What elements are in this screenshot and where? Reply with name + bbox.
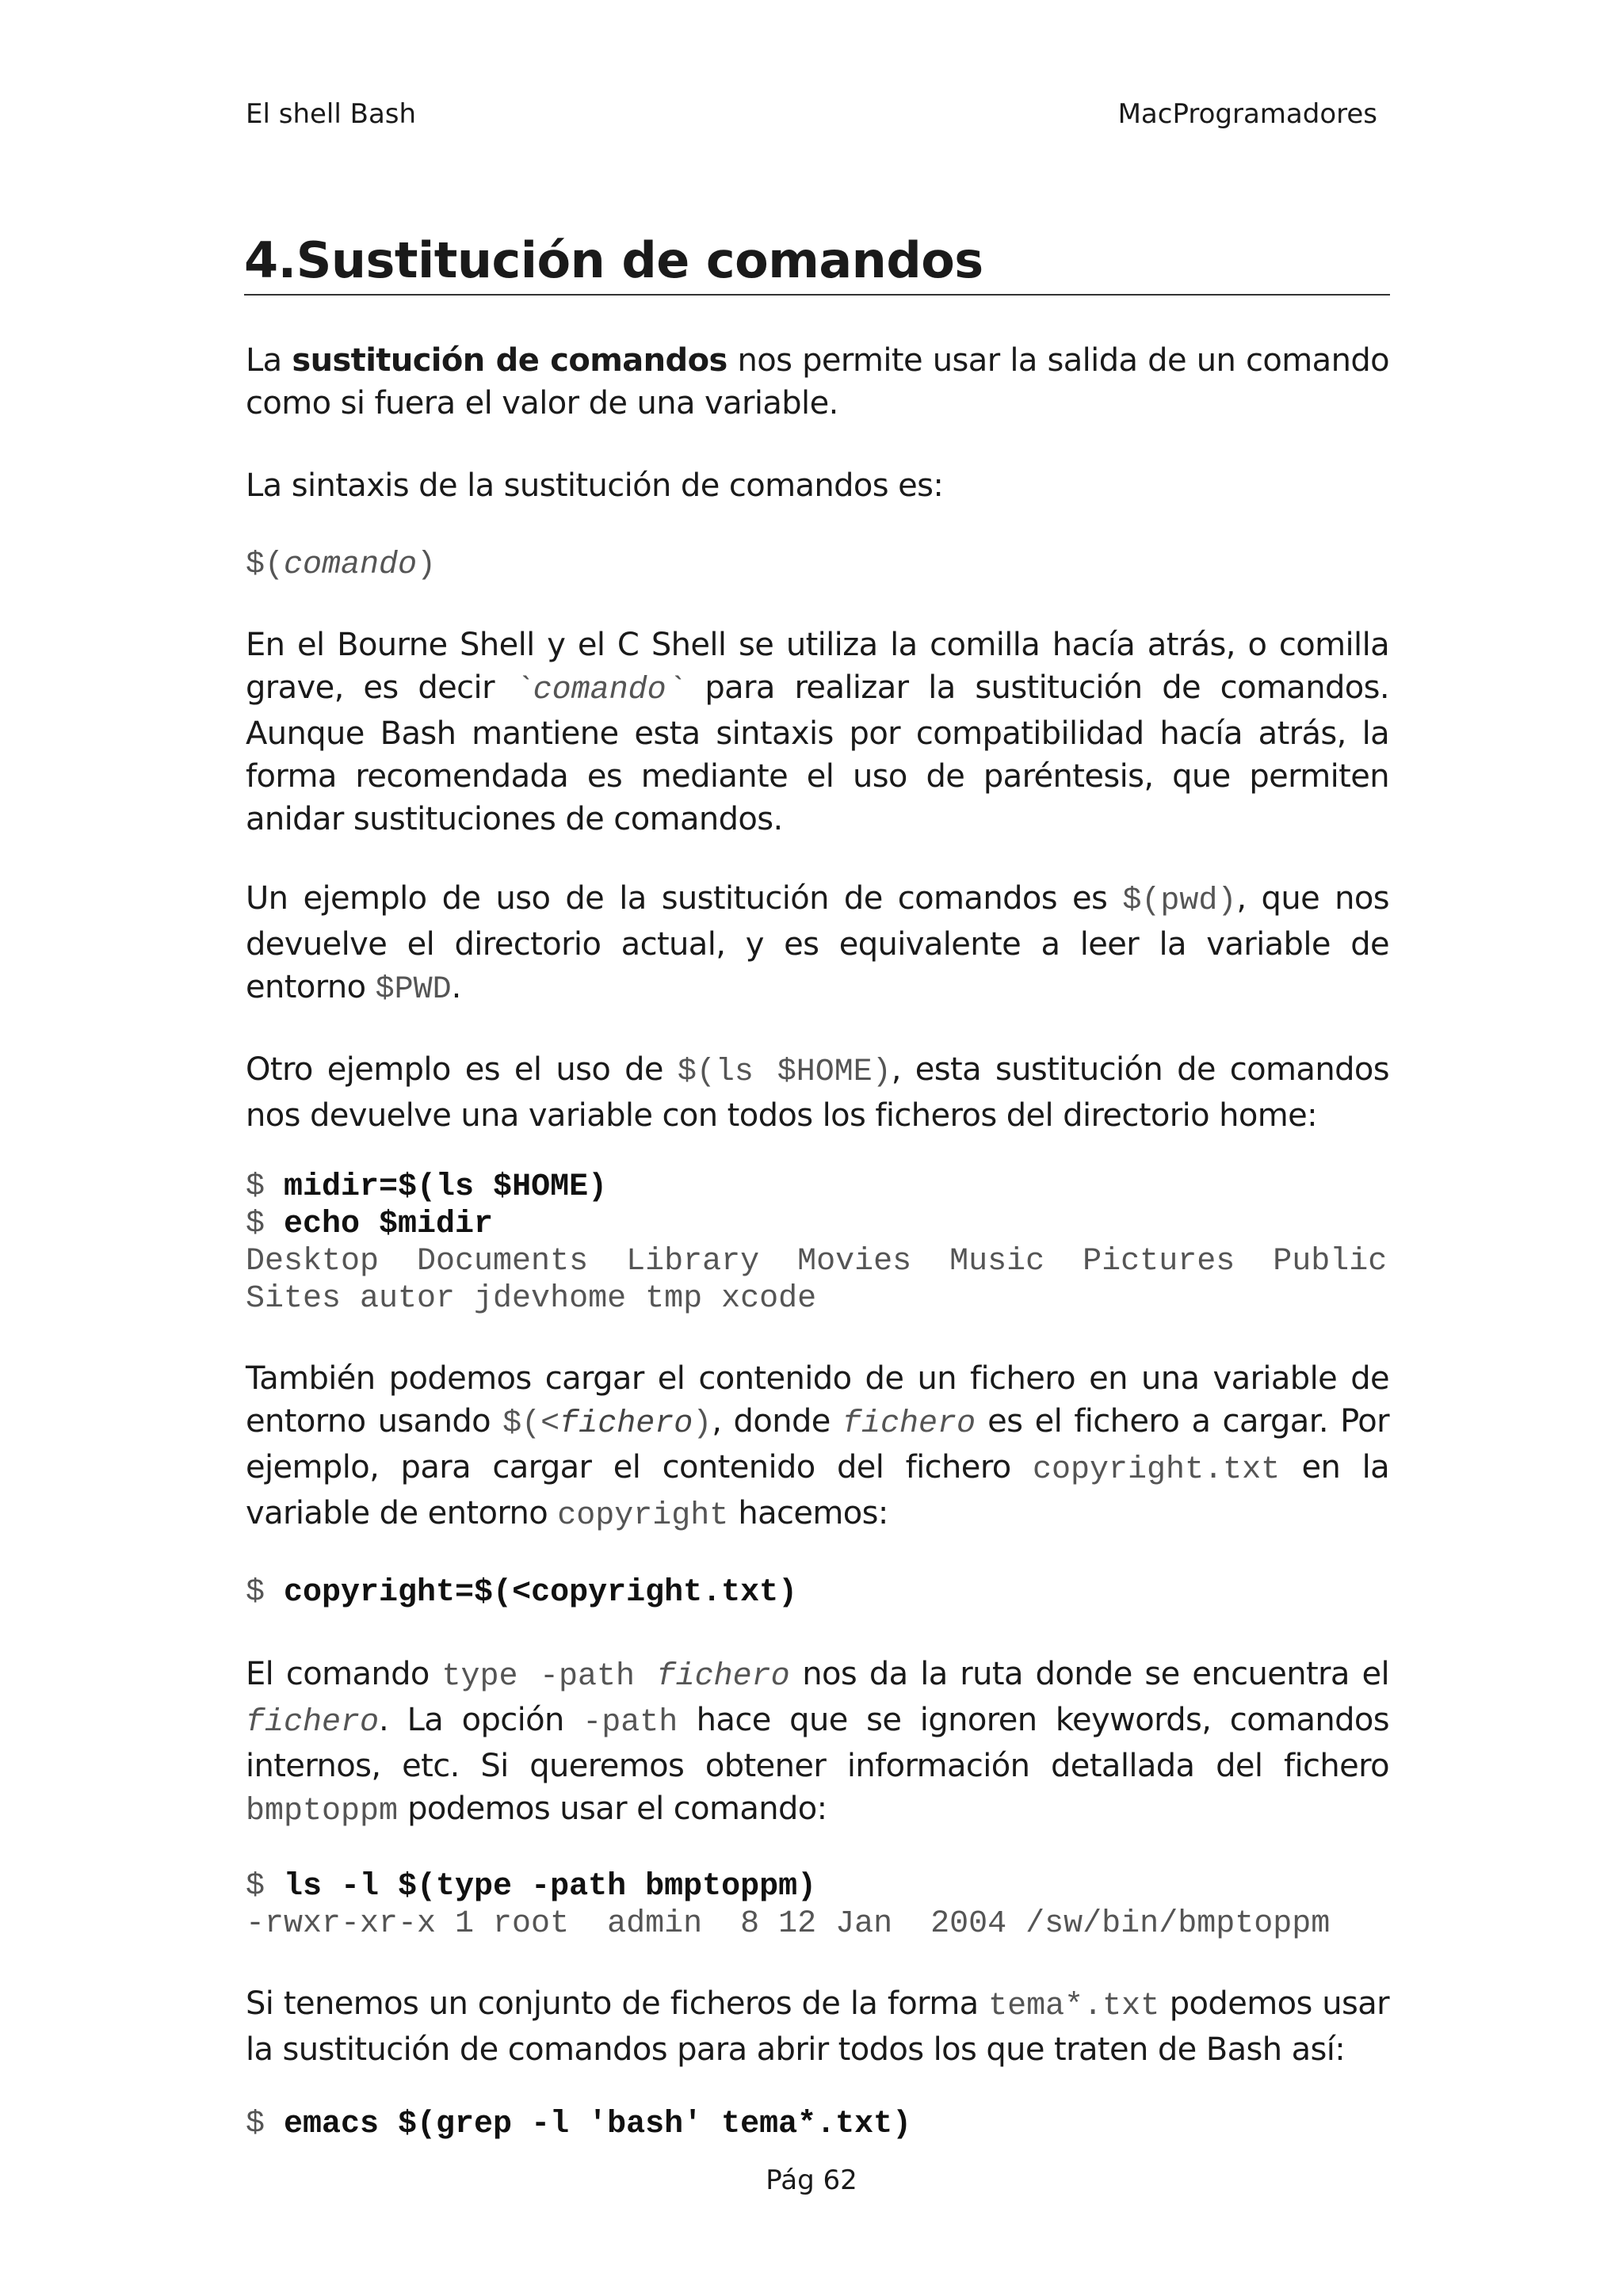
code-text: $( (246, 547, 285, 583)
page-body (246, 339, 1389, 2183)
inline-code: copyright.txt (1033, 1452, 1281, 1488)
inline-code: fichero (656, 1659, 790, 1695)
paragraph-file-load (246, 1357, 1389, 1538)
inline-code: fichero (246, 1705, 380, 1741)
code-text: ) (693, 1406, 712, 1442)
text: . (451, 969, 461, 1005)
paragraph-type-path (246, 1653, 1389, 1833)
paragraph-backquote (246, 624, 1389, 841)
text: podemos usar la sustitución de comandos para abrir todos los que traten de Bash así: (246, 1985, 1390, 2068)
inline-code: bmptoppm (246, 1794, 399, 1829)
command: midir=$(ls $HOME) (284, 1169, 608, 1205)
text: En el Bourne Shell y el C Shell se utiliza la comilla hacía atrás, o comilla grave, es decir (246, 627, 1389, 706)
text: , que nos devuelve el directorio actual, y es equivalente a leer la variable de entorno (246, 880, 1389, 1005)
command: ls -l $(type -path bmptoppm) (284, 1869, 817, 1905)
code-placeholder: fichero (559, 1406, 693, 1442)
text: También podemos cargar el contenido de un fichero en una variable de entorno usando (246, 1360, 1389, 1440)
command-output: -rwxr-xr-x 1 root admin 8 12 Jan 2004 /sw/bin/bmptoppm (246, 1906, 1331, 1942)
code-text: $(< (502, 1406, 560, 1442)
header-publisher: MacProgramadores (1117, 98, 1377, 130)
text: hacemos: (728, 1495, 888, 1531)
text: nos da la ruta donde se encuentra el (789, 1656, 1390, 1692)
inline-code: fichero (842, 1406, 976, 1442)
inline-code: -path (582, 1705, 678, 1741)
bold-term: sustitución de comandos (292, 342, 727, 379)
text: Otro ejemplo es el uso de (246, 1051, 678, 1088)
prompt: $ (246, 2107, 285, 2142)
page-header (246, 98, 1377, 138)
text: , esta sustitución de comandos nos devuelve una variable con todos los ficheros del directorio home: (246, 1051, 1389, 1134)
text: en la variable de entorno (246, 1449, 1389, 1531)
inline-code: $(pwd) (1122, 883, 1237, 919)
paragraph-syntax-intro: La sintaxis de la sustitución de comandos es: (246, 467, 944, 504)
code-placeholder: comando (284, 547, 418, 583)
inline-code (502, 1406, 712, 1442)
command: copyright=$(<copyright.txt) (284, 1575, 798, 1611)
command-output: Desktop Documents Library Movies Music Pictures Public (246, 1244, 1388, 1280)
paragraph-grep-example (246, 1982, 1389, 2071)
code-block-ls (246, 1868, 1389, 1943)
prompt: $ (246, 1169, 285, 1205)
section-title: 4.Sustitución de comandos (244, 231, 1390, 296)
syntax-block (246, 547, 1389, 584)
text: podemos usar el comando: (398, 1791, 827, 1827)
text: nos permite usar la salida de un comando como si fuera el valor de una variable. (246, 342, 1389, 421)
page-number: Pág 62 (766, 2164, 857, 2196)
text: Si tenemos un conjunto de ficheros de la forma (246, 1985, 989, 2022)
text: es el fichero a cargar. Por ejemplo, para cargar el contenido del fichero (246, 1403, 1389, 1486)
code-block-emacs (246, 2106, 1389, 2143)
paragraph-intro (246, 339, 1389, 425)
text: para realizar la sustitución de comandos. Aunque Bash mantiene esta sintaxis por compatibilidad hacía atrás, la forma recomendada es mediante el uso de paréntesis, que permiten anidar sustituciones de comandos. (246, 669, 1389, 837)
inline-code: tema*.txt (988, 1989, 1160, 2024)
command-output: Sites autor jdevhome tmp xcode (246, 1281, 817, 1317)
prompt: $ (246, 1207, 285, 1242)
prompt: $ (246, 1869, 285, 1905)
code-text: ) (417, 547, 437, 583)
text: , donde (712, 1403, 842, 1440)
inline-code: $PWD (375, 972, 452, 1008)
header-book-title: El shell Bash (246, 98, 417, 130)
code-block-midir (246, 1169, 1389, 1318)
paragraph-pwd-example (246, 877, 1389, 1012)
code-block-copyright (246, 1574, 1389, 1611)
inline-code: copyright (557, 1498, 729, 1534)
command: echo $midir (284, 1207, 494, 1242)
text: El comando (246, 1656, 442, 1692)
inline-code: $(ls $HOME) (677, 1055, 892, 1090)
paragraph-ls-example (246, 1048, 1389, 1137)
inline-code: `comando` (514, 673, 685, 708)
text: La (246, 342, 292, 379)
command: emacs $(grep -l 'bash' tema*.txt) (284, 2107, 912, 2142)
text: . La opción (379, 1702, 583, 1738)
inline-code: type -path (441, 1659, 657, 1695)
prompt: $ (246, 1575, 285, 1611)
text: Un ejemplo de uso de la sustitución de comandos es (246, 880, 1123, 917)
text: hace que se ignoren keywords, comandos internos, etc. Si queremos obtener información detallada del fichero (246, 1702, 1390, 1784)
